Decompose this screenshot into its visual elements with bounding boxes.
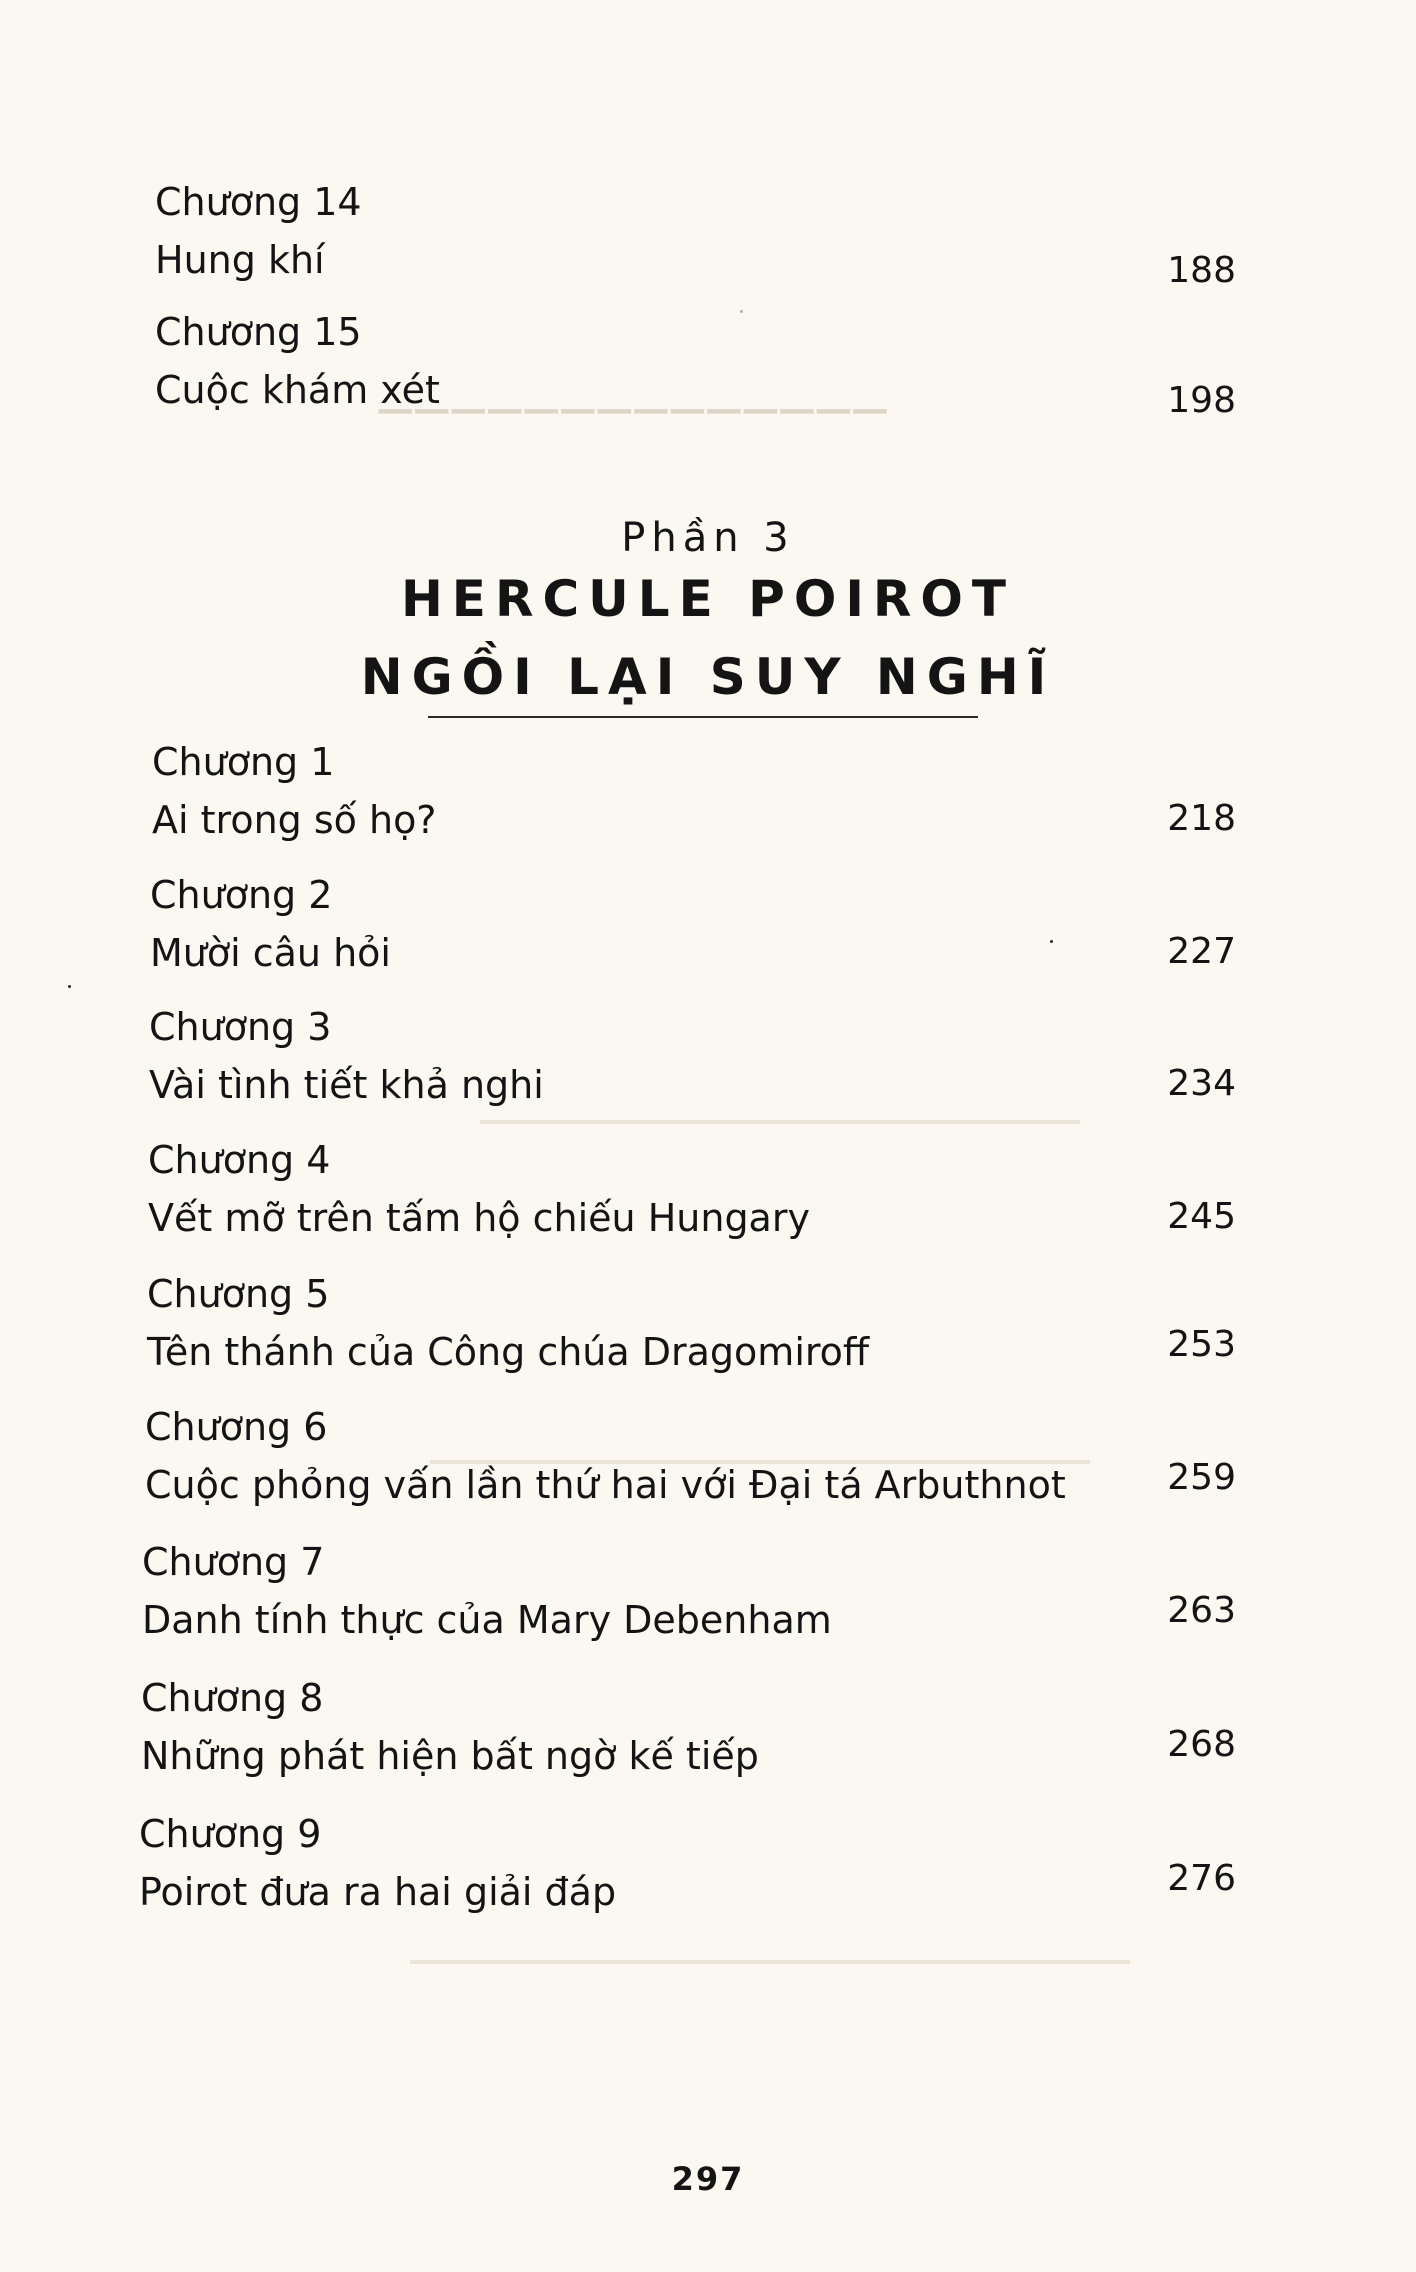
chapter-title: Poirot đưa ra hai giải đáp bbox=[139, 1870, 617, 1914]
chapter-page-number: 198 bbox=[1167, 380, 1236, 421]
toc-entry[interactable] bbox=[0, 1405, 1416, 1529]
chapter-page-number: 218 bbox=[1167, 798, 1236, 839]
chapter-label: Chương 8 bbox=[141, 1676, 324, 1720]
part-title-line-1: HERCULE POIROT bbox=[400, 570, 1016, 628]
chapter-label: Chương 15 bbox=[155, 310, 362, 354]
chapter-label: Chương 7 bbox=[142, 1540, 325, 1584]
chapter-label: Chương 6 bbox=[145, 1405, 328, 1449]
chapter-page-number: 188 bbox=[1167, 250, 1236, 291]
dust-speck bbox=[68, 985, 71, 988]
show-through-block bbox=[410, 1960, 1130, 1964]
chapter-label: Chương 1 bbox=[152, 740, 335, 784]
toc-entry[interactable] bbox=[0, 310, 1416, 434]
chapter-page-number: 253 bbox=[1167, 1324, 1236, 1365]
chapter-label: Chương 4 bbox=[148, 1138, 331, 1182]
part-title-underline bbox=[428, 716, 978, 718]
chapter-page-number: 259 bbox=[1167, 1457, 1236, 1498]
chapter-page-number: 268 bbox=[1167, 1724, 1236, 1765]
chapter-title: Ai trong số họ? bbox=[152, 798, 437, 842]
chapter-page-number: 234 bbox=[1167, 1063, 1236, 1104]
dust-speck bbox=[740, 310, 743, 313]
dust-speck bbox=[1050, 940, 1053, 943]
chapter-title: Mười câu hỏi bbox=[150, 931, 391, 975]
toc-entry[interactable] bbox=[0, 1138, 1416, 1262]
chapter-label: Chương 14 bbox=[155, 180, 362, 224]
toc-entry[interactable] bbox=[0, 1676, 1416, 1800]
toc-entry[interactable] bbox=[0, 180, 1416, 304]
chapter-label: Chương 9 bbox=[139, 1812, 322, 1856]
chapter-page-number: 227 bbox=[1167, 931, 1236, 972]
chapter-title: Cuộc phỏng vấn lần thứ hai với Đại tá Arbuthnot bbox=[145, 1463, 1066, 1507]
show-through-title: ────────────── bbox=[375, 380, 887, 443]
chapter-title: Cuộc khám xét bbox=[155, 368, 440, 412]
chapter-title: Tên thánh của Công chúa Dragomiroff bbox=[147, 1330, 870, 1374]
toc-entry[interactable] bbox=[0, 1005, 1416, 1129]
part-label: Phần 3 bbox=[621, 515, 795, 561]
toc-entry[interactable] bbox=[0, 740, 1416, 864]
chapter-page-number: 263 bbox=[1167, 1590, 1236, 1631]
toc-entry[interactable] bbox=[0, 1272, 1416, 1396]
chapter-title: Những phát hiện bất ngờ kế tiếp bbox=[141, 1734, 759, 1778]
chapter-title: Vài tình tiết khả nghi bbox=[149, 1063, 544, 1107]
chapter-title: Vết mỡ trên tấm hộ chiếu Hungary bbox=[148, 1196, 810, 1240]
chapter-title: Danh tính thực của Mary Debenham bbox=[142, 1598, 832, 1642]
chapter-page-number: 245 bbox=[1167, 1196, 1236, 1237]
chapter-page-number: 276 bbox=[1167, 1858, 1236, 1899]
chapter-title: Hung khí bbox=[155, 238, 325, 282]
toc-entry[interactable] bbox=[0, 1812, 1416, 1936]
page-number: 297 bbox=[671, 2160, 745, 2198]
chapter-label: Chương 3 bbox=[149, 1005, 332, 1049]
chapter-label: Chương 2 bbox=[150, 873, 333, 917]
toc-entry[interactable] bbox=[0, 873, 1416, 997]
chapter-label: Chương 5 bbox=[147, 1272, 330, 1316]
toc-entry[interactable] bbox=[0, 1540, 1416, 1664]
part-title-line-2: NGỒI LẠI SUY NGHĨ bbox=[360, 648, 1056, 706]
